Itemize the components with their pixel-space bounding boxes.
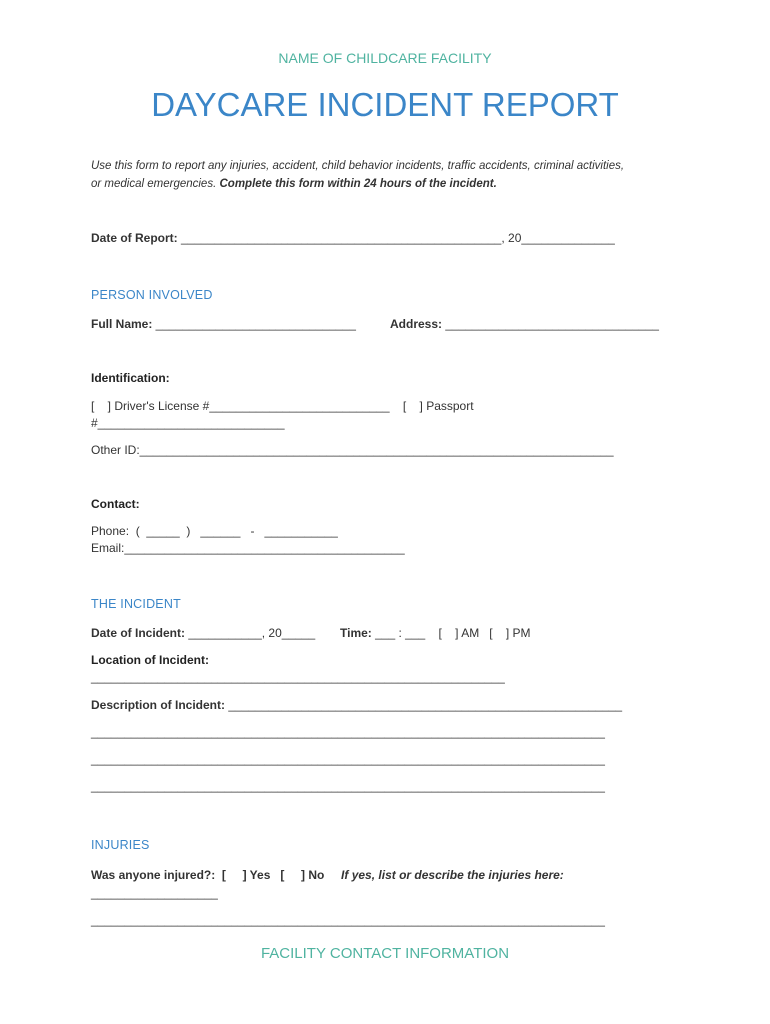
description-row <box>91 698 622 712</box>
intro-line-1: Use this form to report any injuries, accident, child behavior incidents, traffic accidents, criminal activities, <box>91 160 625 172</box>
date-of-report-label: Date of Report: <box>91 231 178 245</box>
id-line-1[interactable]: [ ] Driver's License #___________________________ [ ] Passport <box>91 399 474 413</box>
description-label: Description of Incident: <box>91 698 226 712</box>
address-row <box>390 317 659 331</box>
address-field[interactable]: ________________________________ <box>442 317 659 331</box>
page-title: DAYCARE INCIDENT REPORT <box>151 86 619 123</box>
injuries-line-2[interactable]: _____________________________________________________________________________ <box>91 913 605 927</box>
injuries-instruction: If yes, list or describe the injuries here: <box>341 868 564 882</box>
incident-time-field[interactable]: ___ : ___ [ ] AM [ ] PM <box>371 626 531 640</box>
id-line-2[interactable]: #____________________________ <box>91 416 285 430</box>
incident-date-field[interactable]: ___________, 20_____ <box>185 626 316 640</box>
section-person-involved: PERSON INVOLVED <box>91 288 213 302</box>
location-field[interactable]: ______________________________________________________________ <box>91 670 505 684</box>
phone-field[interactable]: Phone: ( _____ ) ______ - ___________ <box>91 524 338 538</box>
intro-plain: or medical emergencies. <box>91 178 220 190</box>
incident-date-row <box>91 626 315 640</box>
incident-date-label: Date of Incident: <box>91 626 186 640</box>
address-label: Address: <box>390 317 443 331</box>
injured-question[interactable]: Was anyone injured?: [ ] Yes [ ] No <box>91 868 325 882</box>
section-injuries: INJURIES <box>91 838 150 852</box>
facility-name: NAME OF CHILDCARE FACILITY <box>278 50 492 66</box>
description-line[interactable]: _____________________________________________________________________________ <box>91 779 605 793</box>
email-field[interactable]: Email:__________________________________________ <box>91 541 405 555</box>
location-label: Location of Incident: <box>91 653 209 667</box>
injuries-line-1[interactable]: ___________________ <box>91 886 218 900</box>
section-the-incident: THE INCIDENT <box>91 597 181 611</box>
description-line[interactable]: _____________________________________________________________________________ <box>91 752 605 766</box>
intro-line-2 <box>91 178 497 190</box>
date-of-report-row <box>91 231 615 245</box>
incident-time-label: Time: <box>340 626 372 640</box>
date-of-report-field[interactable]: ________________________________________________, 20______________ <box>177 231 615 245</box>
incident-time-row <box>340 626 531 640</box>
identification-label: Identification: <box>91 371 170 385</box>
description-field[interactable]: ___________________________________________________________ <box>225 698 623 712</box>
full-name-label: Full Name: <box>91 317 153 331</box>
contact-label: Contact: <box>91 497 140 511</box>
injured-row <box>91 868 564 882</box>
facility-contact-heading: FACILITY CONTACT INFORMATION <box>260 945 510 962</box>
full-name-field[interactable]: ______________________________ <box>152 317 356 331</box>
other-id-field[interactable]: Other ID:_______________________________________________________________________ <box>91 443 614 457</box>
intro-bold: Complete this form within 24 hours of the incident. <box>219 178 497 190</box>
full-name-row <box>91 317 356 331</box>
description-line[interactable]: _____________________________________________________________________________ <box>91 725 605 739</box>
